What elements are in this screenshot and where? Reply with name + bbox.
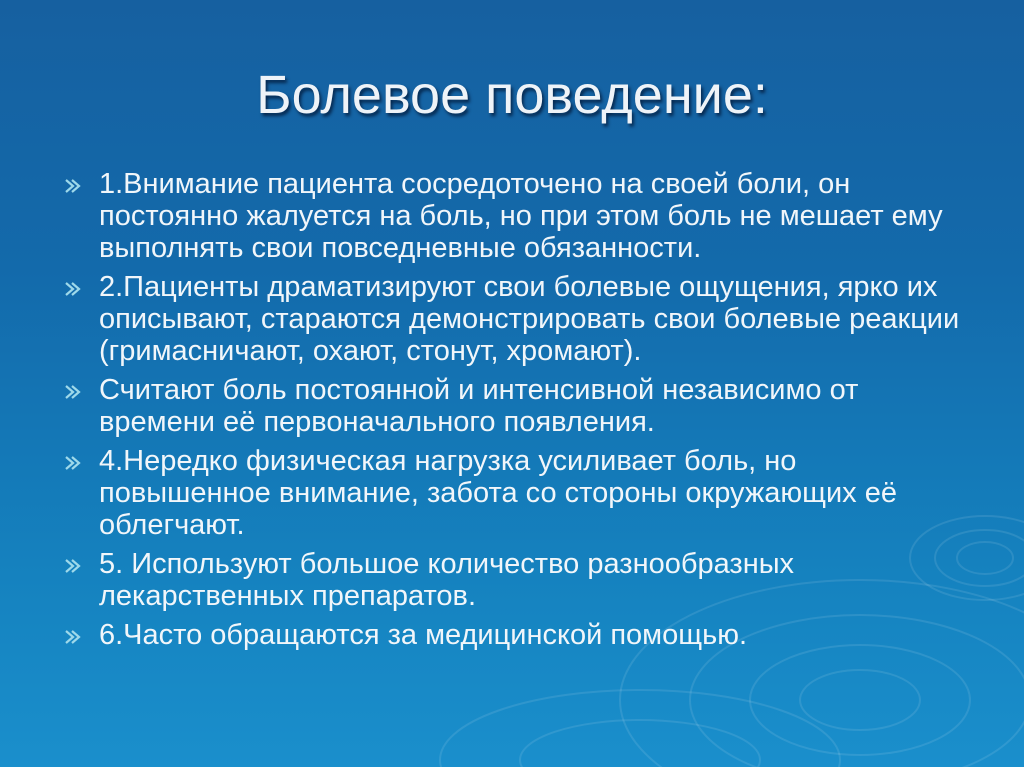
bullet-text: 1.Внимание пациента сосредоточено на своей боли, он постоянно жалуется на боль, но при этом боль не мешает ему выполнять свои повседневные обязанности. xyxy=(99,168,943,264)
bullet-item xyxy=(64,168,964,264)
chevron-right-icon xyxy=(64,178,81,194)
bullet-item xyxy=(64,271,964,367)
bullet-text: 4.Нередко физическая нагрузка усиливает боль, но повышенное внимание, забота со стороны окружающих её облегчают. xyxy=(99,445,897,541)
bullet-list xyxy=(64,168,964,658)
bullet-item xyxy=(64,374,964,438)
chevron-right-icon xyxy=(64,629,81,645)
chevron-right-icon xyxy=(64,384,81,400)
bullet-text: 2.Пациенты драматизируют свои болевые ощущения, ярко их описывают, стараются демонстрировать свои болевые реакции (гримасничают, охают, стонут, хромают). xyxy=(99,271,960,367)
bullet-text: 6.Часто обращаются за медицинской помощью. xyxy=(99,619,748,651)
chevron-right-icon xyxy=(64,455,81,471)
bullet-item xyxy=(64,548,964,612)
bullet-item xyxy=(64,445,964,541)
chevron-right-icon xyxy=(64,281,81,297)
bullet-text: 5. Используют большое количество разнообразных лекарственных препаратов. xyxy=(99,548,795,612)
slide-title: Болевое поведение: xyxy=(256,65,768,125)
bullet-item xyxy=(64,619,964,651)
bullet-text: Считают боль постоянной и интенсивной независимо от времени её первоначального появления. xyxy=(99,374,859,438)
chevron-right-icon xyxy=(64,558,81,574)
